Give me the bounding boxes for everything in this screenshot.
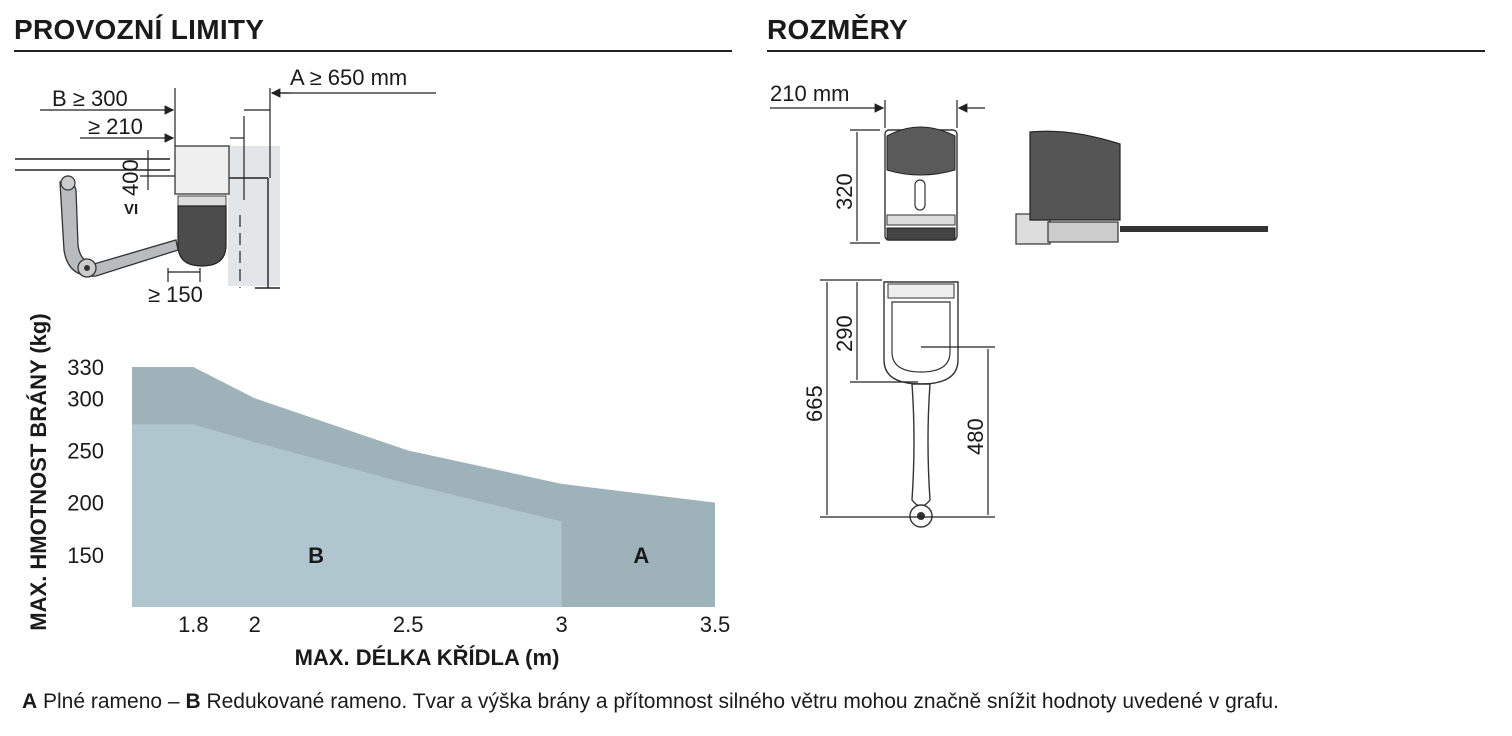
chart-y-tick-200: 200 [67,490,104,516]
caption-text-b: Redukované rameno. Tvar a výška brány a přítomnost silného větru mohou značně snížit hodnoty uvedené v grafu. [200,690,1279,713]
motor-cover [178,206,226,266]
chart-y-tick-330: 330 [67,355,104,380]
section-title-dimensions: ROZMĚRY [767,14,909,45]
dim-length-290-label: 290 [832,315,857,352]
chart-x-tick-3: 3 [555,612,568,637]
dim-a-label: A ≥ 650 mm [290,65,408,90]
installation-diagram [15,65,436,307]
weight-length-chart [26,313,730,670]
chart-x-tick-3-5: 3.5 [699,612,731,637]
dimension-drawings [770,81,1268,527]
dim-400-label: 400 [118,159,143,196]
chart-y-tick-250: 250 [67,438,104,464]
chart-x-axis-label: MAX. DÉLKA KŘÍDLA (m) [294,645,560,670]
chart-y-tick-300: 300 [67,386,104,412]
section-title-operating-limits: PROVOZNÍ LIMITY [14,14,265,45]
dim-length-480-label: 480 [963,418,988,455]
dim-210-label: ≥ 210 [88,114,143,139]
caption [22,690,1279,714]
chart-x-tick-2: 2 [248,612,261,637]
chart-y-tick-150: 150 [67,542,104,568]
chart-area-label-a: A [633,542,650,568]
caption-text-a: Plné rameno – [37,690,186,713]
chart-y-axis-label: MAX. HMOTNOST BRÁNY (kg) [26,313,51,631]
pillar-shading [228,146,280,286]
dim-height-320-label: 320 [832,173,857,210]
dim-b-label: B ≥ 300 [52,86,128,111]
chart-x-tick-1-8: 1.8 [178,612,209,637]
chart-x-tick-2-5: 2.5 [392,612,424,637]
motor-body [175,146,229,194]
caption-key-a: A [22,690,38,713]
dim-150-label: ≥ 150 [148,282,203,307]
caption-key-b: B [185,690,201,713]
dim-vi-label: VI [124,201,139,218]
dim-width-label: 210 mm [770,81,850,106]
chart-area-label-b: B [308,542,325,568]
dim-length-665-label: 665 [802,385,827,422]
